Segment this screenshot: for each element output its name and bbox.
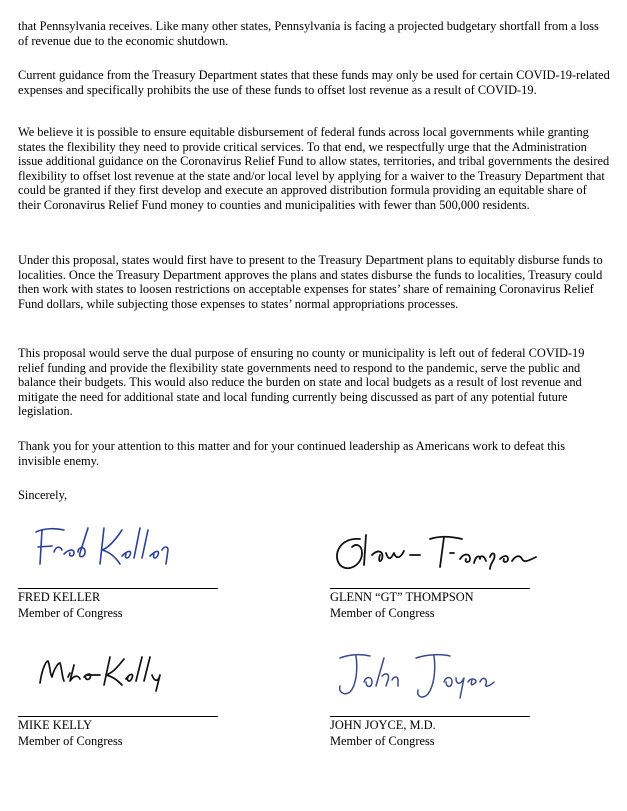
paragraph-4: Under this proposal, states would first have to present to the Treasury Department plans to equitably disburse funds to localities. Once the Treasury Department approves the plans and states disburse the funds to localities, Treasury could then work with states to loosen restrictions on acceptable expenses for states’ share of remaining Coronavirus Relief Fund dollars, while subjecting those expenses to states’ normal appropriations processes. bbox=[18, 253, 603, 311]
signature-line-thompson bbox=[330, 588, 530, 589]
signatory-name: JOHN JOYCE, M.D. bbox=[330, 718, 436, 732]
john-joyce-signature bbox=[332, 650, 502, 705]
paragraph-5: This proposal would serve the dual purpose of ensuring no county or municipality is left out of federal COVID-19 relief funding and provide the flexibility state governments need to respond to the pandemic, serve the public and balance their budgets. This would also reduce the burden on state and local budgets as a result of lost revenue and mitigate the need for additional state and local funding currently being discussed as part of any potential future legislation. bbox=[18, 346, 585, 419]
signatory-title: Member of Congress bbox=[18, 605, 123, 620]
glenn-thompson-signature bbox=[330, 525, 540, 575]
signatory-name: MIKE KELLY bbox=[18, 718, 93, 732]
signatory-title: Member of Congress bbox=[330, 733, 435, 748]
paragraph-2: Current guidance from the Treasury Department states that these funds may only be used for certain COVID-19-related expenses and specifically prohibits the use of these funds to offset lost revenue as a result of COVID-19. bbox=[18, 68, 610, 97]
signatory-joyce bbox=[330, 718, 560, 749]
paragraph-3: We believe it is possible to ensure equitable disbursement of federal funds across local governments while granting states the flexibility they need to provide critical services. To that end, we respectfully urge that the Administration issue additional guidance on the Coronavirus Relief Fund to allow states, territories, and tribal governments the desired flexibility to offset lost revenue at the state and/or local level by applying for a waiver to the Treasury Department that could be granted if they first develop and execute an approved distribution formula providing an equitable share of their Coronavirus Relief Fund money to counties and municipalities with fewer than 500,000 residents. bbox=[18, 125, 610, 212]
paragraph-1: that Pennsylvania receives. Like many other states, Pennsylvania is facing a projected budgetary shortfall from a loss of revenue due to the economic shutdown. bbox=[18, 19, 599, 48]
signatory-title: Member of Congress bbox=[330, 605, 435, 620]
signatory-thompson bbox=[330, 590, 560, 621]
closing: Sincerely, bbox=[18, 488, 68, 502]
signatory-keller bbox=[18, 590, 248, 621]
fred-keller-signature bbox=[30, 520, 180, 570]
signature-line-keller bbox=[18, 588, 218, 589]
signatory-name: FRED KELLER bbox=[18, 590, 101, 604]
signatory-name: GLENN “GT” THOMPSON bbox=[330, 590, 474, 604]
paragraph-6: Thank you for your attention to this matter and for your continued leadership as Americans work to defeat this invisible enemy. bbox=[18, 439, 566, 468]
signature-line-joyce bbox=[330, 716, 530, 717]
signatory-kelly bbox=[18, 718, 248, 749]
signatory-title: Member of Congress bbox=[18, 733, 123, 748]
signature-line-kelly bbox=[18, 716, 218, 717]
mike-kelly-signature bbox=[30, 645, 170, 695]
